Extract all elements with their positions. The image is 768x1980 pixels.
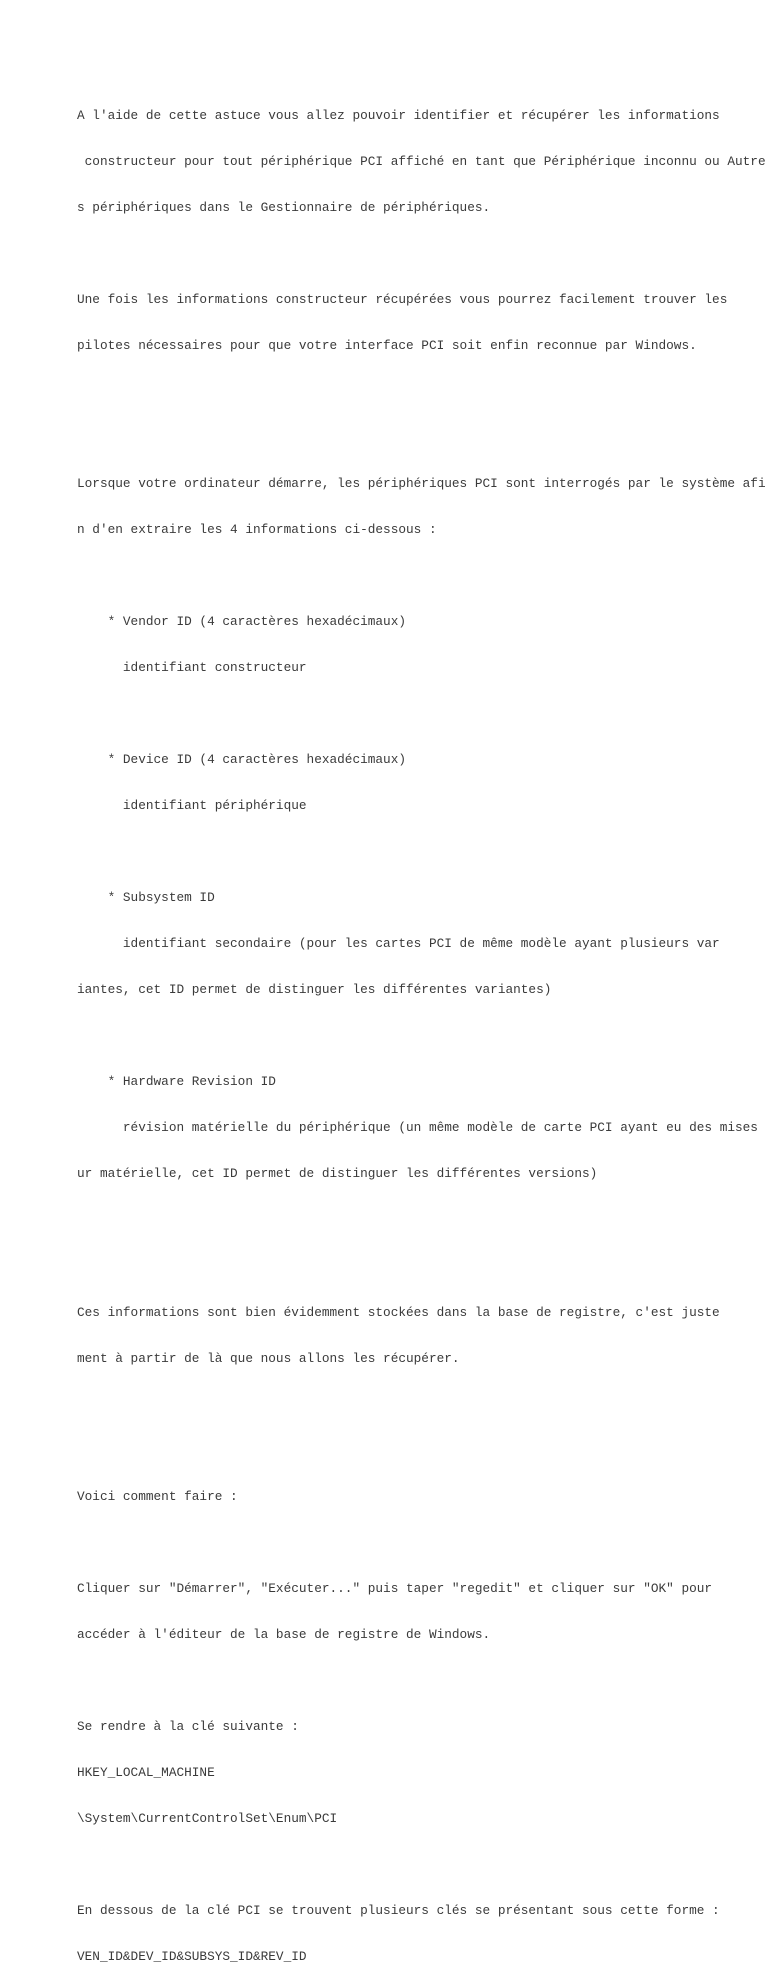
list-item-title: * Vendor ID (4 caractères hexadécimaux) <box>77 614 407 630</box>
list-item-title: * Subsystem ID <box>77 890 215 906</box>
registry-key: HKEY_LOCAL_MACHINE <box>77 1764 215 1780</box>
blank-line <box>77 1535 768 1550</box>
list-item-description: identifiant secondaire (pour les cartes PCI de même modèle ayant plusieurs var <box>77 936 720 952</box>
list-item-description: identifiant périphérique <box>77 798 307 814</box>
blank-line <box>77 1028 768 1043</box>
text-line: pilotes nécessaires pour que votre interface PCI soit enfin reconnue par Windows. <box>77 337 697 353</box>
text-line: ment à partir de là que nous allons les récupérer. <box>77 1350 460 1366</box>
text-line: Lorsque votre ordinateur démarre, les périphériques PCI sont interrogés par le système afi <box>77 475 766 491</box>
blank-line <box>77 844 768 859</box>
text-line: Ces informations sont bien évidemment stockées dans la base de registre, c'est juste <box>77 1304 720 1320</box>
section-heading: Voici comment faire : <box>77 1488 238 1504</box>
blank-line <box>77 1397 768 1412</box>
blank-line <box>77 1857 768 1872</box>
blank-line <box>77 706 768 721</box>
document-body <box>77 77 768 1980</box>
text-line: En dessous de la clé PCI se trouvent plusieurs clés se présentant sous cette forme : <box>77 1902 720 1918</box>
text-line: s périphériques dans le Gestionnaire de périphériques. <box>77 199 491 215</box>
blank-line <box>77 1212 768 1227</box>
text-line: Cliquer sur "Démarrer", "Exécuter..." puis taper "regedit" et cliquer sur "OK" pour <box>77 1580 713 1596</box>
list-item-description: identifiant constructeur <box>77 660 307 676</box>
text-line: n d'en extraire les 4 informations ci-dessous : <box>77 521 437 537</box>
blank-line <box>77 246 768 261</box>
blank-line <box>77 1673 768 1688</box>
registry-key-format: VEN_ID&DEV_ID&SUBSYS_ID&REV_ID <box>77 1948 307 1964</box>
list-item-title: * Hardware Revision ID <box>77 1074 276 1090</box>
list-item-description: révision matérielle du périphérique (un même modèle de carte PCI ayant eu des mises <box>77 1120 758 1136</box>
text-line: A l'aide de cette astuce vous allez pouvoir identifier et récupérer les informations <box>77 107 720 123</box>
blank-line <box>77 384 768 399</box>
text-line: accéder à l'éditeur de la base de registre de Windows. <box>77 1626 491 1642</box>
list-item-title: * Device ID (4 caractères hexadécimaux) <box>77 752 407 768</box>
blank-line <box>77 568 768 583</box>
text-line: Une fois les informations constructeur récupérées vous pourrez facilement trouver les <box>77 291 728 307</box>
text-line: constructeur pour tout périphérique PCI affiché en tant que Périphérique inconnu ou Autre <box>77 153 766 169</box>
text-line: Se rendre à la clé suivante : <box>77 1718 299 1734</box>
list-item-description: iantes, cet ID permet de distinguer les différentes variantes) <box>77 982 552 998</box>
registry-path: \System\CurrentControlSet\Enum\PCI <box>77 1810 338 1826</box>
blank-line <box>77 430 768 445</box>
blank-line <box>77 1258 768 1273</box>
list-item-description: ur matérielle, cet ID permet de distinguer les différentes versions) <box>77 1166 598 1182</box>
blank-line <box>77 1443 768 1458</box>
